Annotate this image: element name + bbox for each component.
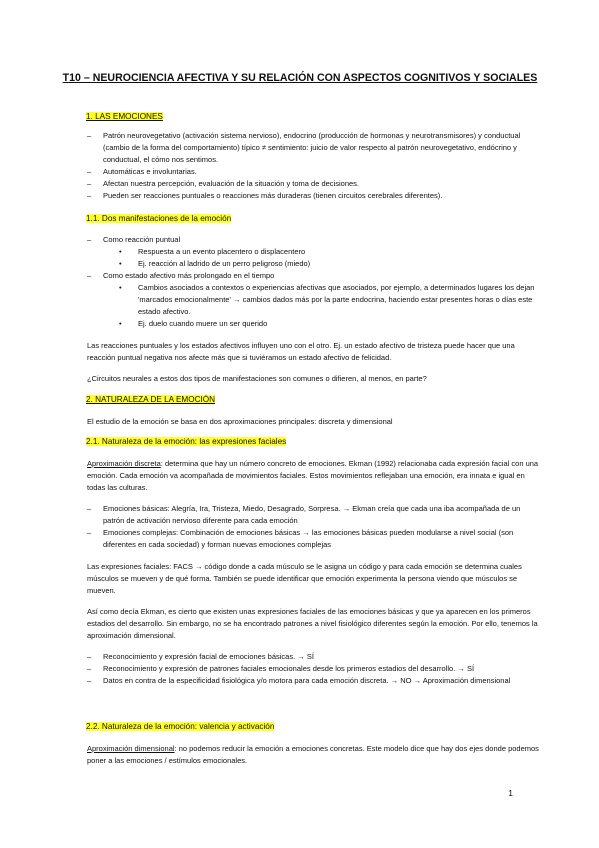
list-item: – Pueden ser reacciones puntuales o reacciones más duraderas (tienen circuitos cerebrales diferentes). bbox=[87, 191, 443, 200]
paragraph: ¿Circuitos neurales a estos dos tipos de manifestaciones son comunes o difieren, al menos, en parte? bbox=[87, 374, 427, 383]
list-item: – Como reacción puntual bbox=[87, 235, 181, 244]
list-item: – Como estado afectivo más prolongado en el tiempo bbox=[87, 271, 275, 280]
paragraph: Aproximación discreta: determina que hay un número concreto de emociones. Ekman (1992) relacionaba cada expresión facial con una emoción. Cada emoción va acompañada de movimientos faciales. Estos movimientos reflejaban una emoción, era innata e igual en todas las culturas. bbox=[87, 459, 539, 492]
paragraph: Las reacciones puntuales y los estados afectivos influyen uno con el otro. Ej. un estado afectivo de tristeza puede hacer que una reacción puntual negativa nos afecte más que si tuviéramos un estado afectivo de felicidad. bbox=[87, 341, 515, 362]
list-item: – Patrón neurovegetativo (activación sistema nervioso), endocrino (producción de hormonas y neurotransmisores) y conductual (cambio de la forma del comportamiento) típico ≠ sentimiento: juicio de valor respecto al patrón neurovegetativo, endócrino y conductual, el cómo nos sentimos. bbox=[87, 131, 521, 164]
list-item: – Emociones complejas: Combinación de emociones básicas → las emociones básicas pueden modularse a nivel social (son diferentes en cada sociedad) y forman nuevas emociones complejas bbox=[87, 528, 514, 549]
paragraph: Las expresiones faciales: FACS → código donde a cada músculo se le asigna un código y para cada emoción se determina cuales músculos se mueven y de qué forma. También se puede identificar que emoción experimenta la persona viendo que músculos se mueven. bbox=[87, 562, 522, 595]
list-item: – Automáticas e involuntarias. bbox=[87, 167, 197, 176]
paragraph: Así como decía Ekman, es cierto que existen unas expresiones faciales de las emociones básicas y que ya aparecen en los primeros estadios del desarrollo. Sin embargo, no se ha encontrado patrones a nivel fisiológico diferentes según la emoción. Por ello, tenemos la aproximación dimensional. bbox=[87, 607, 538, 640]
list-item: – Afectan nuestra percepción, evaluación de la situación y toma de decisiones. bbox=[87, 179, 359, 188]
sub-list-item: • Ej. duelo cuando muere un ser querido bbox=[119, 319, 268, 328]
list-item: – Emociones básicas: Alegría, Ira, Tristeza, Miedo, Desagrado, Sorpresa. → Ekman creía que cada una iba acompañada de un patrón de activación nervioso diferente para cada emoción bbox=[87, 504, 521, 525]
section-heading-2-2: 2.2. Naturaleza de la emoción: valencia y activación bbox=[86, 722, 275, 731]
section-heading-2: 2. NATURALEZA DE LA EMOCIÓN bbox=[86, 395, 216, 404]
sub-list-item: • Respuesta a un evento placentero o displacentero bbox=[119, 247, 306, 256]
evidence-list bbox=[87, 651, 542, 687]
page-number: 1 bbox=[508, 788, 513, 798]
emotions-list bbox=[87, 503, 542, 551]
section-1-list bbox=[87, 130, 542, 202]
section-heading-2-1: 2.1. Naturaleza de la emoción: las expresiones faciales bbox=[86, 437, 287, 446]
section-1-1-list bbox=[87, 234, 542, 330]
paragraph: Aproximación dimensional: no podemos reducir la emoción a emociones concretas. Este modelo dice que hay dos ejes donde podemos poner a las emociones / estímulos emocionales. bbox=[87, 744, 539, 765]
document-title: T10 – NEUROCIENCIA AFECTIVA Y SU RELACIÓN CON ASPECTOS COGNITIVOS Y SOCIALES bbox=[62, 72, 538, 84]
sub-list-item: • Ej. reacción al ladrido de un perro peligroso (miedo) bbox=[119, 259, 311, 268]
paragraph: El estudio de la emoción se basa en dos aproximaciones principales: discreta y dimensional bbox=[87, 417, 393, 426]
sub-list-item: • Cambios asociados a contextos o experiencias afectivas que asociados, por ejemplo, a determinados lugares los dejan 'marcados emocionalmente' → cambios dados más por la parte endocrina, haciendo estar presentes horas o días este estado afectivo. bbox=[119, 283, 535, 316]
list-item: – Reconocimiento y expresión de patrones faciales emocionales desde los primeros estadios del desarrollo. → SÍ bbox=[87, 664, 475, 673]
section-heading-1-1: 1.1. Dos manifestaciones de la emoción bbox=[86, 214, 232, 223]
section-heading-1: 1. LAS EMOCIONES bbox=[86, 112, 163, 121]
list-item: – Datos en contra de la especificidad fisiológica y/o motora para cada emoción discreta. → NO → Aproximación dimensional bbox=[87, 676, 511, 685]
list-item: – Reconocimiento y expresión facial de emociones básicas. → SÍ bbox=[87, 652, 314, 661]
